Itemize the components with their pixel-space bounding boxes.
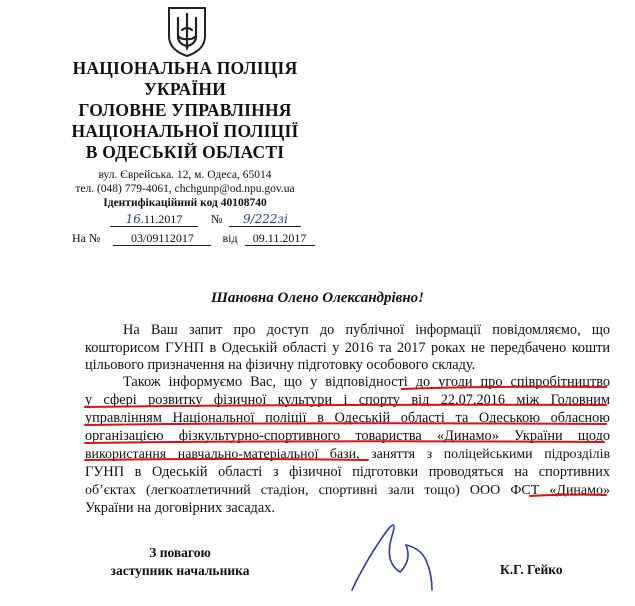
incoming-reference <box>72 231 315 246</box>
phone-email: тел. (048) 779-4061, chchgunp@od.npu.gov.ua <box>75 183 295 195</box>
id-code: Ідентифікаційний код 40108740 <box>103 197 267 209</box>
paragraph-2-line: використання навчально-матеріальної бази, заняття з поліцейськими підрозділів <box>85 447 610 462</box>
signer-name: К.Г. Гейко <box>500 562 563 577</box>
org-line-1: НАЦІОНАЛЬНА ПОЛІЦІЯ <box>72 58 298 78</box>
handwritten-signature <box>352 525 432 590</box>
ukraine-trident-icon <box>166 6 208 58</box>
org-line-2: УКРАЇНИ <box>143 79 227 99</box>
paragraph-2-line: управлінням Національної поліції в Одеській області та Одеською обласною <box>85 410 610 426</box>
paragraph-2-line: організацією фізкультурно-спортивного товариства «Динамо» України щодо <box>85 428 610 444</box>
paragraph-2-line: України на договірних засадах. <box>85 500 275 516</box>
out-date-rest: .11.2017 <box>140 212 183 226</box>
in-date-label: від <box>222 231 238 245</box>
paragraph-2-line: ГУНП в Одеській області з фізичної підготовки проводяться на спортивних <box>85 464 610 480</box>
in-label: На № <box>72 231 101 245</box>
out-date-day: 16 <box>125 212 141 226</box>
address: вул. Єврейська. 12, м. Одеса, 65014 <box>98 169 272 181</box>
org-line-3: ГОЛОВНЕ УПРАВЛІННЯ <box>78 100 292 120</box>
in-number: 03/09112017 <box>113 231 211 246</box>
paragraph-1: На Ваш запит про доступ до публічної інформації повідомляємо, що кошторисом ГУНП в Одеській області у 2016 та 2017 роках не передбачено кошти цільового призначення на фізичну підготовку особового складу. <box>85 322 610 374</box>
org-line-4: НАЦІОНАЛЬНОЇ ПОЛІЦІЇ <box>71 121 299 141</box>
org-line-5: В ОДЕСЬКІЙ ОБЛАСТІ <box>85 142 285 162</box>
greeting: Шановна Олено Олександрівно! <box>210 290 425 306</box>
paragraph-2-line: у сфері розвитку фізичної культури і спорту від 22.07.2016 між Головним <box>85 392 610 408</box>
paragraph-2-line: Також інформуємо Вас, що у відповідності до угоди про співробітництво <box>123 374 610 390</box>
out-number-symbol: № <box>211 212 223 226</box>
paragraph-2-line: об’єктах (легкоатлетичний стадіон, спортивні зали тощо) ООО ФСТ «Динамо» <box>85 483 610 498</box>
in-date: 09.11.2017 <box>245 231 315 246</box>
outgoing-registration <box>110 212 301 227</box>
signer-position: заступник начальника <box>110 563 250 578</box>
closing: З повагою <box>149 545 211 560</box>
out-number: 9/222зі <box>229 212 301 227</box>
